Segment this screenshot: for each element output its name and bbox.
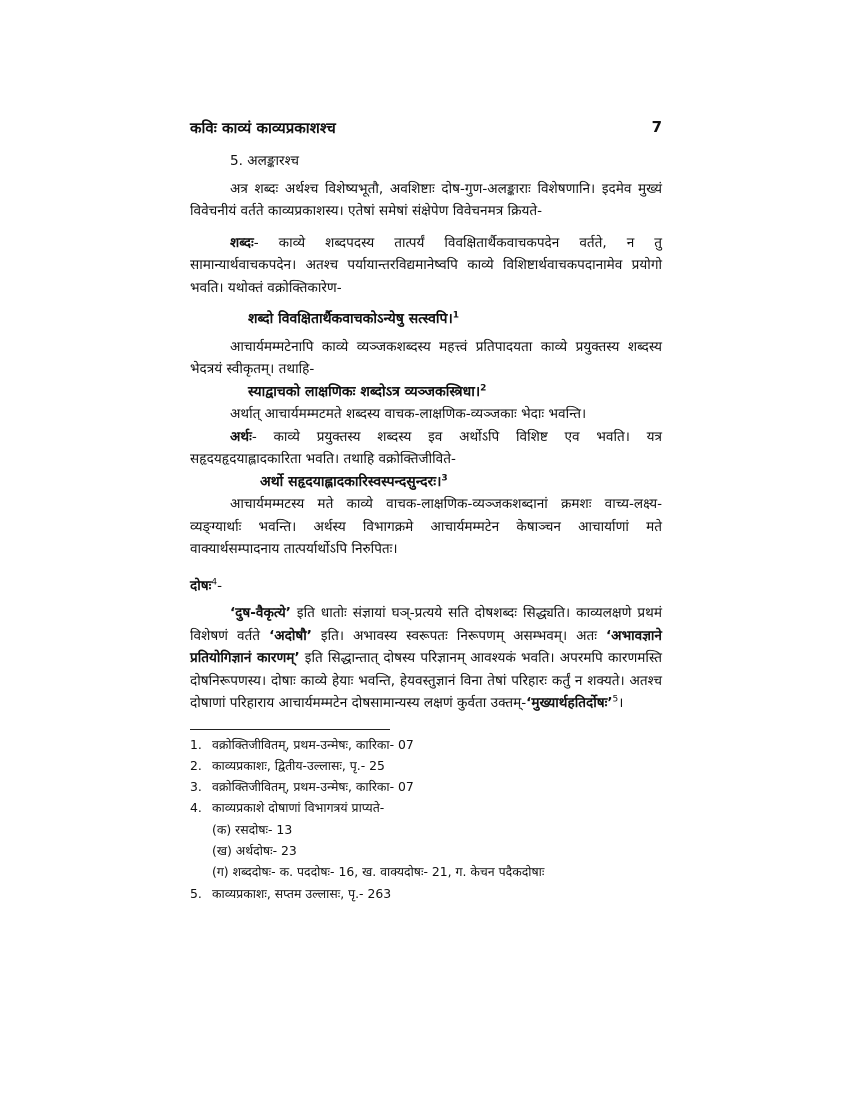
footnote-text: काव्यप्रकाशः, सप्तम उल्लासः, पृ.- 263 (212, 885, 392, 901)
footnote-3 (190, 776, 662, 797)
footnote-ref-1[interactable]: 1 (452, 310, 460, 321)
footnote-text: वक्रोक्तिजीवितम्, प्रथम-उन्मेषः, कारिका- 07 (212, 736, 414, 752)
artha-heading: अर्थः (230, 428, 252, 445)
dosha-text-2: इति। अभावस्य स्वरूपतः निरूपणम् असम्भवम्। अतः (311, 627, 607, 644)
footnote-number: 2. (190, 757, 202, 773)
shabda-heading: शब्दः (230, 234, 254, 251)
verse-3-text: अर्थो सहृदयाह्लादकारिस्वस्पन्दसुन्दरः। (260, 473, 442, 490)
list-item-5: 5. अलङ्कारश्च (230, 153, 299, 169)
running-header (190, 118, 662, 142)
header-title: कविः काव्यं काव्यप्रकाशश्च (190, 119, 336, 137)
dosha-dash: - (217, 577, 222, 594)
verse-2-text: स्याद्वाचको लाक्षणिकः शब्दोऽत्र व्यञ्जकस्त्रिधा। (248, 383, 481, 400)
verse-2 (248, 381, 662, 404)
abhava-principle: ‘अभावज्ञाने प्रतियोगिज्ञानं कारणम्’ (190, 627, 662, 666)
dosha-heading (190, 575, 662, 598)
footnote-number: 1. (190, 736, 202, 752)
paragraph-shabda (190, 232, 662, 300)
footnote-ref-5[interactable]: 5 (612, 694, 619, 705)
dosha-heading-text: दोषः (190, 577, 212, 594)
verse-1 (248, 308, 662, 331)
paragraph-shabda-types: अर्थात् आचार्यमम्मटमते शब्दस्य वाचक-लाक्षणिक-व्यञ्जकाः भेदाः भवन्ति। (230, 406, 587, 422)
footnote-4-item-ga: (ग) शब्ददोषः- क. पददोषः- 16, ख. वाक्यदोषः- 21, ग. केचन पदैकदोषाः (212, 864, 545, 880)
paragraph-artha-types: आचार्यमम्मटस्य मते काव्ये वाचक-लाक्षणिक-व्यञ्जकशब्दानां क्रमशः वाच्य-लक्ष्य-व्यङ्ग्यार्थाः भवन्ति। अर्थस्य विभागक्रमे आचार्यमम्मटेन केषाञ्चन आचार्याणां मते वाक्यार्थसम्पादनाय तात्पर्यार्थोऽपि निरुपितः। (190, 496, 662, 557)
adoshau-term: ‘अदोषौ’ (269, 627, 312, 644)
dosha-text-1: इति धातोः संज्ञायां घञ्-प्रत्यये सति दोषशब्दः सिद्ध्यति। काव्यलक्षणे प्रथमं विशेषणं वर्तते (190, 605, 662, 644)
paragraph-dosha (190, 602, 662, 715)
shabda-text: - काव्ये शब्दपदस्य तात्पर्यं विवक्षितार्थैकवाचकपदेन वर्तते, न तु सामान्यार्थवाचकपदेन। अतश्च पर्यायान्तरविद्यमानेष्वपि काव्ये विशिष्टार्थवाचकपदानामेव प्रयोगो भवति। यथोक्तं वक्रोक्तिकारेण- (190, 234, 662, 296)
paragraph-mammata: आचार्यमम्मटेनापि काव्ये व्यञ्जकशब्दस्य महत्त्वं प्रतिपादयता काव्ये प्रयुक्तस्य शब्दस्य भेदत्रयं स्वीकृतम्। तथाहि- (190, 338, 662, 377)
footnote-number: 3. (190, 779, 202, 795)
footnote-ref-2[interactable]: 2 (480, 382, 487, 393)
verse-3 (260, 471, 662, 494)
artha-text: - काव्ये प्रयुक्तस्य शब्दस्य इव अर्थोऽपि विशिष्ट एव भवति। यत्र सहृदयहृदयाह्लादकारिता भवति। तथाहि वक्रोक्तिजीविते- (190, 428, 662, 467)
footnote-ref-3[interactable]: 3 (441, 472, 448, 483)
footnote-ref-4[interactable]: 4 (211, 576, 218, 587)
paragraph-artha (190, 426, 662, 471)
dosha-etymology: ‘दुष-वैकृत्ये’ (230, 605, 291, 621)
footnote-divider (190, 729, 390, 730)
footnote-text: काव्यप्रकाशः, द्वितीय-उल्लासः, पृ.- 25 (212, 757, 385, 773)
footnote-4-item-ka: (क) रसदोषः- 13 (212, 821, 293, 837)
dosha-definition: ‘मुख्यार्थहतिर्दोषः’ (526, 695, 613, 711)
main-text (190, 150, 662, 904)
page-number: 7 (651, 118, 662, 136)
footnote-number: 5. (190, 885, 202, 901)
footnote-4 (190, 797, 662, 818)
footnote-4-item-kha: (ख) अर्थदोषः- 23 (212, 842, 297, 858)
dosha-text-3: इति सिद्धान्तात् दोषस्य परिज्ञानम् आवश्यकं भवति। अपरमपि कारणमस्ति दोषनिरूपणस्य। दोषाः काव्ये हेयाः भवन्ति, हेयवस्तुज्ञानं विना तेषां परिहारः कर्तुं न शक्यते। अतश्च दोषाणां परिहाराय आचार्यमम्मटेन दोषसामान्यस्य लक्षणं कुर्वता उक्तम्- (190, 650, 662, 711)
footnotes (190, 734, 662, 904)
footnote-text: वक्रोक्तिजीवितम्, प्रथम-उन्मेषः, कारिका- 07 (212, 779, 414, 795)
dosha-end: । (618, 695, 624, 711)
footnote-2 (190, 755, 662, 776)
verse-1-text: शब्दो विवक्षितार्थैकवाचकोऽन्येषु सत्स्वपि। (248, 311, 453, 327)
footnote-5 (190, 883, 662, 904)
footnote-number: 4. (190, 800, 202, 816)
paragraph-intro: अत्र शब्दः अर्थश्च विशेष्यभूतौ, अवशिष्टाः दोष-गुण-अलङ्काराः विशेषणानि। इदमेव मुख्यं विवेचनीयं वर्तते काव्यप्रकाशस्य। एतेषां समेषां संक्षेपेण विवेचनमत्र क्रियते- (190, 180, 662, 219)
footnote-text: काव्यप्रकाशे दोषाणां विभागत्रयं प्राप्यते- (212, 800, 385, 816)
footnote-1 (190, 734, 662, 755)
